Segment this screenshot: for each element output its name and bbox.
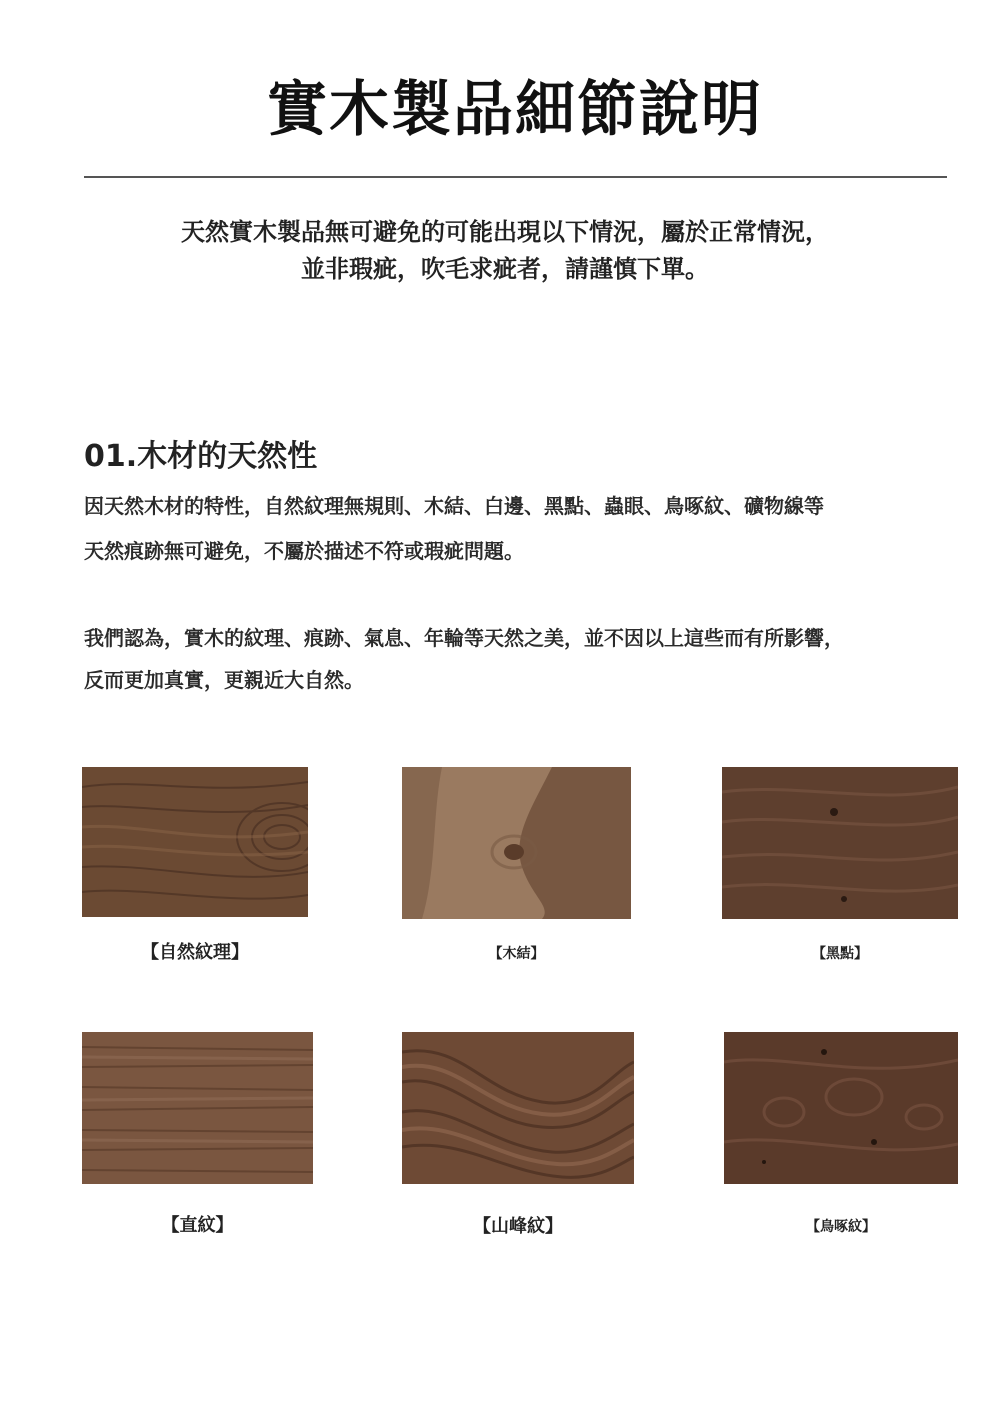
natural-grain-wood-image bbox=[82, 767, 308, 917]
cathedral-grain-wood-image bbox=[402, 1032, 634, 1184]
intro-line-2: 並非瑕疵，吹毛求疵者，請謹慎下單。 bbox=[301, 255, 709, 283]
caption-natural-grain: 【自然紋理】 bbox=[141, 942, 249, 963]
bird-peck-wood-image bbox=[724, 1032, 958, 1184]
page-title: 實木製品細節說明 bbox=[267, 75, 763, 145]
section-title: 01.木材的天然性 bbox=[84, 439, 318, 474]
intro-line-1: 天然實木製品無可避免的可能出現以下情況，屬於正常情況， bbox=[181, 218, 829, 246]
divider bbox=[84, 176, 947, 178]
caption-cathedral-grain: 【山峰紋】 bbox=[473, 1216, 563, 1237]
caption-knot: 【木結】 bbox=[488, 946, 545, 962]
knot-wood-image bbox=[402, 767, 631, 919]
intro-text bbox=[0, 214, 1000, 288]
caption-bird-peck: 【鳥啄紋】 bbox=[806, 1219, 876, 1235]
para-2-line-1: 我們認為，實木的紋理、痕跡、氣息、年輪等天然之美，並不因以上這些而有所影響， bbox=[84, 626, 844, 650]
para-1-line-1: 因天然木材的特性，自然紋理無規則、木結、白邊、黑點、蟲眼、鳥啄紋、礦物線等 bbox=[84, 494, 824, 518]
para-2-line-2: 反而更加真實，更親近大自然。 bbox=[84, 668, 364, 692]
para-1-line-2: 天然痕跡無可避免，不屬於描述不符或瑕疵問題。 bbox=[84, 539, 524, 563]
caption-straight-grain: 【直紋】 bbox=[161, 1215, 234, 1236]
caption-dark-spot: 【黑點】 bbox=[812, 946, 868, 962]
straight-grain-wood-image bbox=[82, 1032, 313, 1184]
dark-spot-wood-image bbox=[722, 767, 958, 919]
